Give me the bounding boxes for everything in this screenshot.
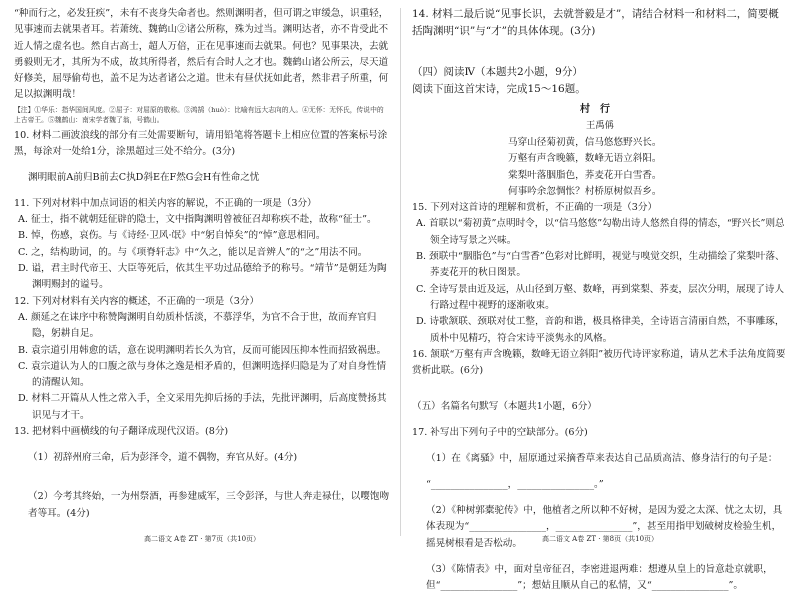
question-15-option-c: C. 全诗写景由近及远，从山径到万壑、数峰，再到棠梨、荞麦，层次分明，展现了诗人行路过程中视野的逐渐收束。 (416, 283, 785, 311)
poem-author: 王禹偁 (586, 120, 614, 131)
question-12-option-d: D. 材料二开篇从人性之常入手，全文采用先抑后扬的手法，先批评渊明，后高度赞扬其识见与才干。 (18, 393, 387, 421)
question-17-part-2: （2）《种树郭橐驼传》中，他植者之所以种不好树，是因为爱之太深、忧之太切，具体表现为“________________，________________”，甚至用指甲划破树皮检验生机，摇晃树根看是否松动。 (426, 505, 783, 549)
section-5-heading: （五）名篇名句默写（本题共1小题，6分） (412, 401, 597, 413)
question-13-part-1: （1）初辞州府三命，后为彭泽令，道不偶物，弃官从好。(4分) (28, 451, 298, 463)
footnote: 【注】①华乐：指华国间风度。②屈子：对屈原的敬称。③鸿鹄（huò）：比喻有远大志向的人。④无怀：无怀氏，传说中的上古帝王。⑤魏鹤山：南宋学者魏了翁，号鹤山。 (14, 105, 384, 124)
question-15-option-d: D. 诗歌颔联、颈联对仗工整，音韵和谐，极具格律美，全诗语言清丽自然，不事雕琢，质朴中见精巧，符合宋诗平淡隽永的风格。 (416, 316, 785, 344)
page-footer-left: 高二语文 A卷 ZT · 第7页（共10页） (143, 535, 261, 543)
question-11-option-b: B. 悼，伤感，哀伤。与《诗经·卫风·氓》中“躬自悼矣”的“悼”意思相同。 (18, 230, 326, 242)
question-12-option-a: A. 颜延之在诔序中称赞陶渊明自幼质朴恬淡，不慕浮华，为官不合于世，故而弃官归隐，躬耕自足。 (18, 311, 377, 340)
question-11-option-c: C. 之，结构助词，的。与《项脊轩志》中“久之，能以足音辨人”的“之”用法不同。 (18, 246, 368, 258)
question-12-option-c: C. 袁宗道认为人的口腹之欲与身体之逸是相矛盾的，但渊明选择归隐是为了对自身性情的清醒认知。 (18, 360, 387, 389)
page-footer-right: 高二语文 A卷 ZT · 第8页（共10页） (541, 535, 659, 543)
question-11: 11. 下列对材料中加点词语的相关内容的解说，不正确的一项是（3分） (14, 197, 317, 209)
question-17-part-3: （3）《陈情表》中，面对皇帝征召，李密进退两难：想遵从皇上的旨意赴京就职，但“________________”；想姑且顺从自己的私情，又“________________”。 (426, 563, 773, 591)
question-12-option-b: B. 袁宗道引用韩愈的话，意在说明渊明若长久为官，反而可能因压抑本性而招致祸患。 (18, 344, 387, 356)
right-page (412, 6, 788, 604)
poem-line: 马穿山径菊初黄，信马悠悠野兴长。 (508, 137, 662, 148)
poem-title: 村行 (580, 104, 620, 115)
question-15-option-b: B. 颈联中“胭脂色”与“白雪香”色彩对比鲜明，视觉与嗅觉交织，生动描绘了棠梨叶落、荞麦花开的秋日图景。 (416, 251, 785, 279)
question-11-option-a: A. 征士，指不就朝廷征辟的隐士，文中指陶渊明曾被征召却称疾不赴，故称“征士”。 (18, 214, 377, 226)
left-page (14, 6, 390, 532)
section-4-heading: （四）阅读Ⅳ（本题共2小题，9分） (412, 66, 583, 78)
question-10: 10. 材料二画波浪线的部分有三处需要断句，请用铅笔将答题卡上相应位置的答案标号涂黑，每涂对一处给1分，涂黑超过三处不给分。(3分) (14, 129, 388, 158)
question-10-sentence: 渊明眼前A前归B前去C执D斜E在F然G会H有性命之忧 (28, 171, 260, 183)
section-4-intro: 阅读下面这首宋诗，完成15～16题。 (412, 83, 586, 95)
question-16: 16. 颔联“万壑有声含晚籁，数峰无语立斜阳”被历代诗评家称道，请从艺术手法角度简要赏析此联。(6分) (412, 348, 786, 377)
page-divider (400, 8, 401, 536)
question-14: 14. 材料二最后说“见事长识，去就誉毅是才”，请结合材料一和材料二，简要概括陶渊明“识”与“才”的具体体现。(3分) (412, 8, 779, 37)
question-13-part-2: （2）今考其终始，一为州祭酒，再参建威军，三令彭泽，与世人奔走禄仕，以嘤饱吻者等耳。(4分) (28, 491, 390, 519)
question-17-part-1-blanks: “________________，________________。” (426, 479, 604, 491)
question-12: 12. 下列对材料有关内容的概述，不正确的一项是（3分） (14, 295, 260, 307)
poem-line: 何事吟余忽惆怅？村桥原树似吾乡。 (508, 185, 662, 197)
poem-line: 万壑有声含晚籁，数峰无语立斜阳。 (508, 153, 662, 165)
passage-paragraph: “种而行之，必发狂疾”，未有不丧身失命者也。然则渊明者，但可谓之审缓急，识重轻，见事速而去就果者耳。若萧统、魏鹤山②诸公所称，殊为过当。渊明达者，亦不肯受此不近人情之虚名也。然自古高士，超人万倍，正在见事速而去就果。何也？见事果决，去就勇毅则无才，其所为不成，故其所得者，然后有合时人之才也。魏鹤山诸公所云，尽天道好修美，屈辱偷苟也，盖不足为达者诸公之道。世未有昼伏抚如此者，然非君子所重，何足以拟渊明哉！ (14, 8, 389, 101)
question-11-option-d: D. 谥，君主时代帝王、大臣等死后，依其生平功过品德给予的称号。“靖节”是朝廷为陶渊明赐封的谥号。 (18, 263, 387, 291)
question-17-part-1: （1）在《离骚》中，屈原通过采摘香草来表达自己品质高洁、修身洁行的句子是： (426, 453, 778, 465)
question-13: 13. 把材料中画横线的句子翻译成现代汉语。(8分) (14, 426, 229, 438)
question-15-option-a: A. 首联以“菊初黄”点明时令，以“信马悠悠”勾勒出诗人悠然自得的情态，“野兴长”则总领全诗写景之兴味。 (416, 218, 785, 246)
question-15: 15. 下列对这首诗的理解和赏析，不正确的一项是（3分） (412, 202, 658, 214)
question-17: 17. 补写出下列句子中的空缺部分。(6分) (412, 427, 588, 439)
poem-line: 棠梨叶落胭脂色，荞麦花开白雪香。 (508, 169, 662, 181)
